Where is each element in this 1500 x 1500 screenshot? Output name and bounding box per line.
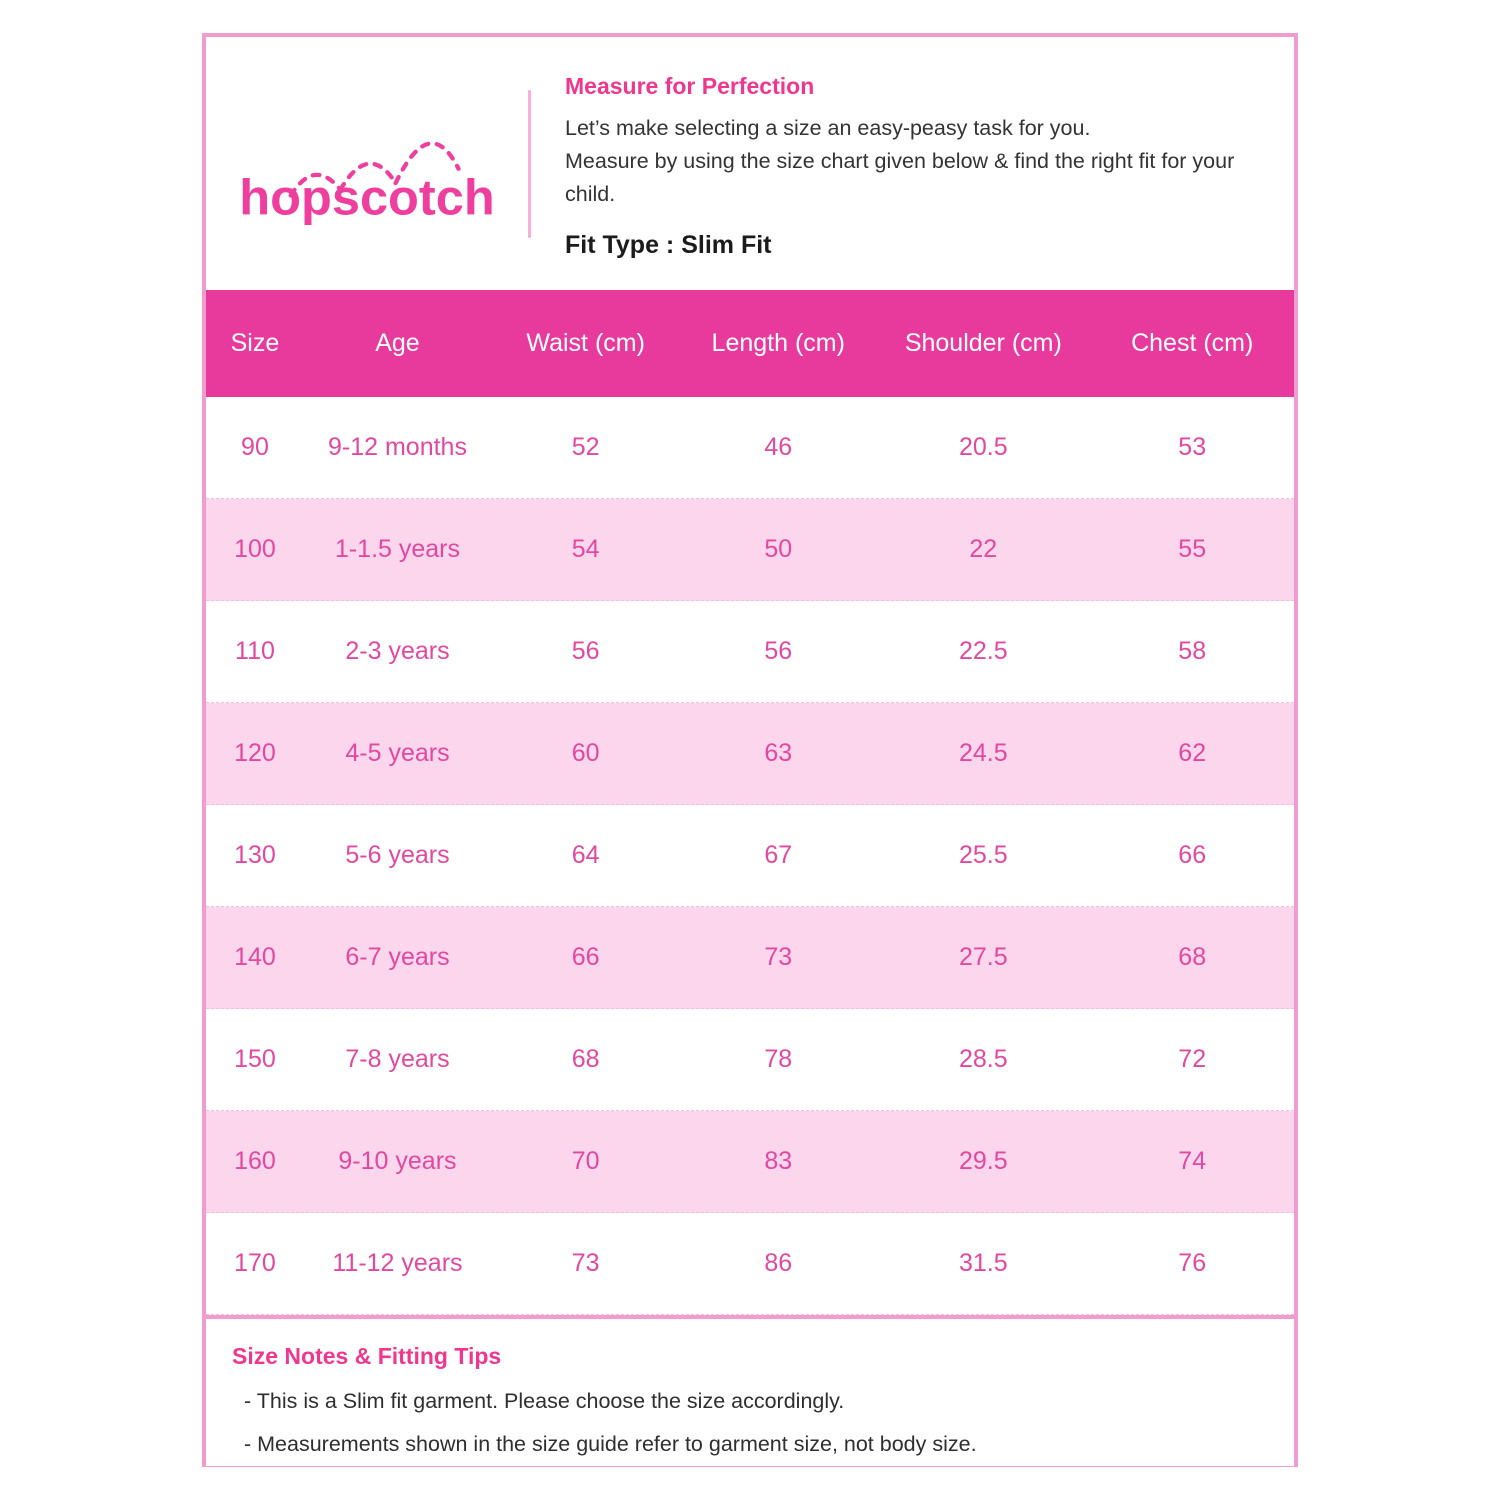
table-cell: 28.5 — [958, 1045, 1008, 1073]
table-cell: 170 — [234, 1249, 276, 1277]
table-row — [206, 1111, 1294, 1213]
table-cell: 4-5 years — [345, 739, 450, 767]
column-header: Waist (cm) — [526, 329, 645, 357]
table-row — [206, 907, 1294, 1009]
table-cell: 66 — [571, 943, 600, 971]
table-cell: 58 — [1178, 637, 1207, 665]
table-cell: 24.5 — [958, 739, 1008, 767]
table-row — [206, 1213, 1294, 1315]
table-cell: 68 — [571, 1045, 600, 1073]
note-line: - This is a Slim fit garment. Please choose the size accordingly. — [244, 1389, 845, 1413]
notes-section — [206, 1319, 1294, 1466]
table-cell: 78 — [764, 1045, 793, 1073]
table-cell: 20.5 — [958, 433, 1008, 461]
table-cell: 63 — [764, 739, 793, 767]
column-header: Chest (cm) — [1131, 329, 1254, 357]
hopscotch-logo-text: hopscotch — [239, 168, 495, 226]
brand-logo — [206, 98, 528, 230]
intro-line-2: Measure by using the size chart given below & find the right fit for your child. — [565, 148, 1235, 207]
measure-title: Measure for Perfection — [565, 72, 815, 99]
table-cell: 68 — [1178, 943, 1207, 971]
table-cell: 50 — [764, 535, 793, 563]
table-cell: 160 — [234, 1147, 276, 1175]
table-cell: 140 — [234, 943, 276, 971]
table-cell: 2-3 years — [345, 637, 450, 665]
table-cell: 54 — [571, 535, 600, 563]
table-cell: 76 — [1178, 1249, 1207, 1277]
intro-line-1: Let’s make selecting a size an easy-peasy task for you. — [565, 115, 1091, 140]
table-cell: 62 — [1178, 739, 1207, 767]
table-cell: 7-8 years — [345, 1045, 450, 1073]
table-cell: 60 — [571, 739, 600, 767]
note-line: - Measurements shown in the size guide refer to garment size, not body size. — [244, 1432, 977, 1456]
column-header: Shoulder (cm) — [904, 329, 1062, 357]
size-table-header-row — [206, 290, 1294, 397]
table-cell: 67 — [764, 841, 793, 869]
table-cell: 110 — [235, 637, 275, 665]
table-row — [206, 499, 1294, 601]
table-cell: 100 — [234, 535, 276, 563]
table-cell: 72 — [1178, 1045, 1207, 1073]
table-cell: 56 — [571, 637, 600, 665]
table-cell: 31.5 — [958, 1249, 1008, 1277]
table-cell: 22 — [969, 535, 998, 563]
table-cell: 46 — [764, 433, 793, 461]
size-table-body — [206, 397, 1294, 1315]
table-cell: 9-10 years — [338, 1147, 457, 1175]
table-cell: 150 — [234, 1045, 276, 1073]
table-cell: 130 — [234, 841, 276, 869]
table-cell: 73 — [571, 1249, 600, 1277]
table-cell: 90 — [241, 433, 269, 461]
table-cell: 66 — [1178, 841, 1207, 869]
table-row — [206, 397, 1294, 499]
card-header — [206, 37, 1294, 290]
table-cell: 83 — [764, 1147, 793, 1175]
column-header: Length (cm) — [711, 329, 845, 357]
table-cell: 86 — [764, 1249, 793, 1277]
table-cell: 53 — [1178, 433, 1207, 461]
table-cell: 1-1.5 years — [334, 535, 460, 563]
table-cell: 29.5 — [958, 1147, 1008, 1175]
table-cell: 56 — [764, 637, 793, 665]
table-cell: 64 — [571, 841, 600, 869]
table-row — [206, 805, 1294, 907]
column-header: Size — [230, 329, 280, 357]
table-row — [206, 703, 1294, 805]
table-cell: 5-6 years — [345, 841, 450, 869]
table-cell: 73 — [764, 943, 793, 971]
fit-type: Fit Type : Slim Fit — [565, 231, 772, 260]
notes-list — [232, 1380, 1268, 1466]
table-cell: 25.5 — [958, 841, 1008, 869]
notes-title: Size Notes & Fitting Tips — [232, 1343, 502, 1369]
table-cell: 9-12 months — [327, 433, 467, 461]
table-cell: 120 — [234, 739, 276, 767]
size-chart-card — [202, 33, 1298, 1467]
table-cell: 6-7 years — [345, 943, 450, 971]
table-cell: 74 — [1178, 1147, 1207, 1175]
table-cell: 70 — [571, 1147, 600, 1175]
table-row — [206, 601, 1294, 703]
column-header: Age — [375, 329, 420, 357]
table-cell: 27.5 — [958, 943, 1008, 971]
table-cell: 52 — [571, 433, 600, 461]
table-cell: 22.5 — [958, 637, 1008, 665]
table-cell: 11-12 years — [332, 1249, 463, 1277]
table-cell: 55 — [1178, 535, 1207, 563]
hopscotch-logo — [224, 98, 510, 230]
header-text-block — [531, 67, 1294, 261]
table-row — [206, 1009, 1294, 1111]
